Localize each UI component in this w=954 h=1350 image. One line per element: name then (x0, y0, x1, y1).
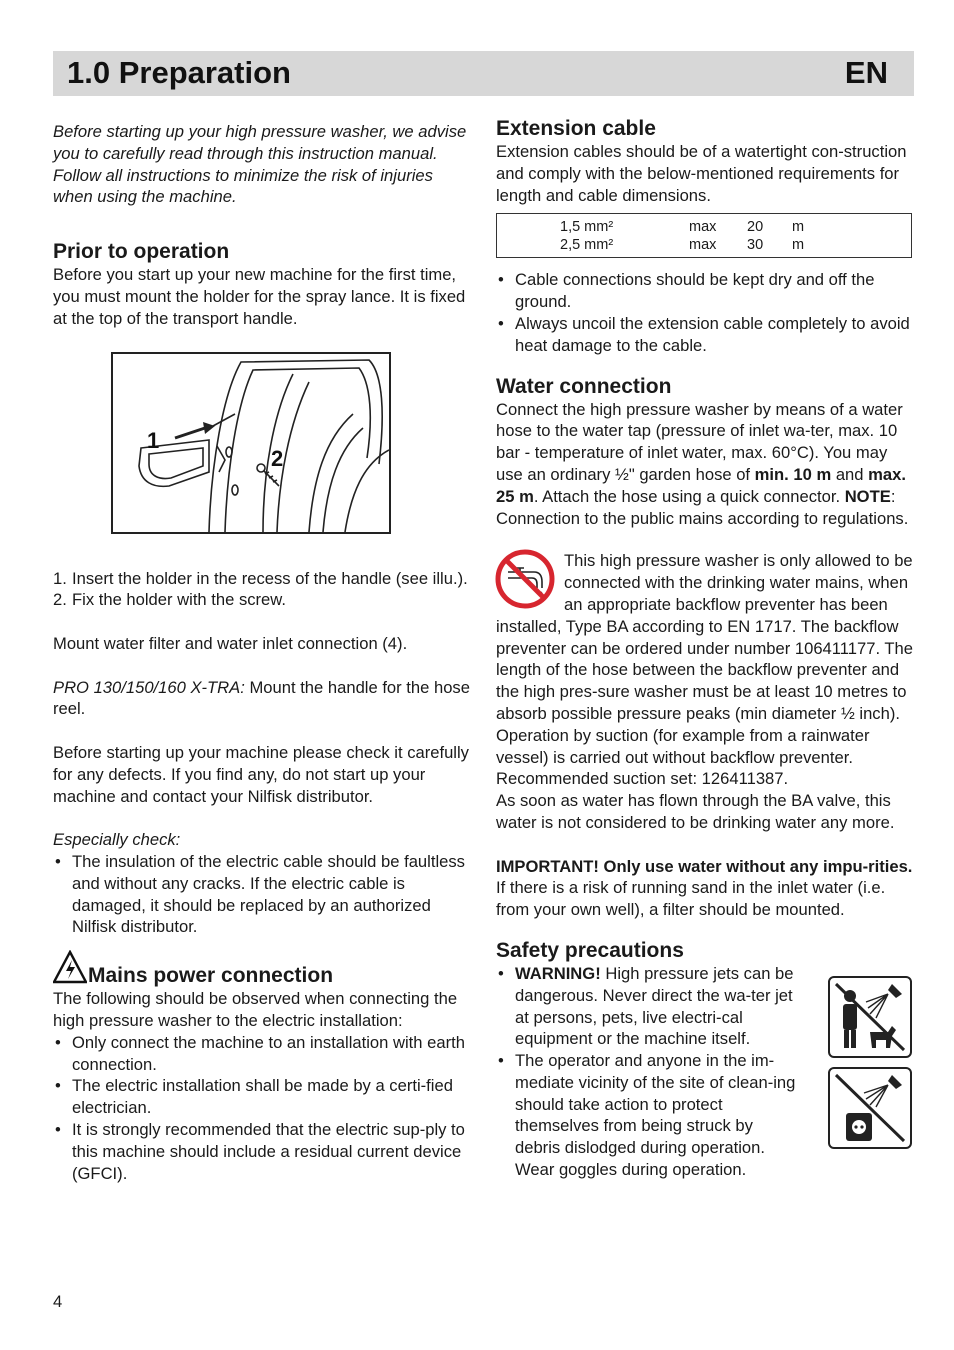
safety-section (496, 939, 914, 1181)
language-code: EN (844, 55, 888, 90)
drinking-water-text: This high pressure washer is only allowed to be connected with the drinking water mains, when an appropriate backflow preventer has been installed, Type BA according to EN 1717. The backflow preventer can be ordered under number 106411177. The length of the hose between the backflow preventer and the high pres-sure washer must be at least 10 metres to absorb possible pressure peaks (min diameter ½ inch). Operation by suction (for example from a rainwater vessel) is carried out without backflow preventer. Recommended suction set: 126411387. (496, 551, 913, 789)
check-list (53, 851, 473, 938)
cable-length: 20 (747, 219, 764, 236)
extension-heading: Extension cable (496, 117, 656, 140)
mains-heading (53, 964, 473, 988)
safety-heading: Safety precautions (496, 938, 684, 962)
handle-drawing-icon (113, 354, 389, 532)
cable-size: 2,5 mm² (560, 237, 614, 254)
mount-filter-text: Mount water filter and water inlet connection (4). (53, 633, 408, 653)
water-note-label: NOTE (844, 486, 891, 506)
table-row (497, 236, 911, 254)
water-text-part: and (831, 464, 869, 484)
water-min-length: min. 10 m (754, 464, 832, 484)
warning-label: WARNING! (515, 963, 601, 983)
safety-pictograms (828, 976, 914, 1158)
cable-max: max (689, 237, 717, 254)
extension-text: Extension cables should be of a watertight con-struction and comply with the below-mentioned requirements for length and cable dimensions. (496, 142, 907, 205)
important-paragraph (496, 856, 914, 921)
pro-model-text: Mount the handle for the hose reel. (53, 677, 470, 719)
extension-list (496, 269, 914, 356)
no-spray-people-pets-icon (828, 976, 912, 1058)
list-item: • The insulation of the electric cable should be faultless and without any cracks. If the electric cable is damaged, it should be replaced by an authorized Nilfisk distributor. (53, 851, 473, 938)
holder-mounting-illustration (111, 352, 391, 534)
mains-list (53, 1032, 473, 1185)
cable-max: max (689, 219, 717, 236)
cable-unit: m (792, 219, 805, 236)
pro-model-paragraph (53, 677, 473, 721)
electric-warning-icon (53, 950, 87, 984)
cable-length: 30 (747, 237, 764, 254)
prior-text: Before you start up your new machine for the first time, you must mount the holder for the spray lance. It is fixed at the top of the transport handle. (53, 265, 466, 328)
list-item: • Only connect the machine to an installation with earth connection. (53, 1032, 473, 1076)
warning-text: High pressure jets can be dangerous. Never direct the wa-ter jet at persons, pets, live electri-cal equipment or the machine itself. (515, 963, 794, 1049)
right-column (496, 117, 914, 1181)
water-text (496, 399, 914, 530)
list-item (53, 568, 473, 590)
figure-label-2: 2 (271, 445, 284, 471)
pro-model-label: PRO 130/150/160 X-TRA: (53, 677, 245, 697)
step-number: 1. (53, 568, 67, 588)
list-item (53, 589, 473, 611)
list-item: • The operator and anyone in the im-mediate vicinity of the site of clean-ing should take action to protect themselves from being struck by debris dislodged during operation. Wear goggles during operation. (496, 1050, 796, 1181)
cable-size: 1,5 mm² (560, 219, 614, 236)
step-number: 2. (53, 590, 67, 610)
water-heading: Water connection (496, 374, 672, 398)
list-item: • It is strongly recommended that the electric sup-ply to this machine should include a residual current device (GFCI). (53, 1119, 473, 1184)
important-text: If there is a risk of running sand in the inlet water (i.e. from your own well), a filter should be mounted. (496, 878, 886, 920)
list-item (496, 963, 796, 1050)
drinking-water-block (496, 550, 914, 790)
check-text: Before starting up your machine please check it carefully for any defects. If you find any, do not start up your machine and contact your Nilfisk distributor. (53, 742, 469, 806)
water-text-part: Connect the high pressure washer by means of a water hose to the water tap (pressure of inlet wa-ter, max. 10 bar - temperature of inlet water, max. 60°C). You may use an ordinary ½" garden hose of (496, 399, 903, 484)
water-text-part: : Connection to the public mains according to regulations. (496, 486, 909, 528)
safety-list (496, 963, 796, 1181)
section-title: 1.0 Preparation (67, 55, 291, 90)
cable-table (496, 213, 912, 258)
left-column (53, 121, 473, 1184)
step-text: Insert the holder in the recess of the handle (see illu.). (72, 568, 468, 588)
list-item: • Cable connections should be kept dry and off the ground. (496, 269, 914, 313)
prior-heading: Prior to operation (53, 240, 230, 264)
water-text-part: . Attach the hose using a quick connector. (533, 486, 845, 506)
mains-text: The following should be observed when connecting the high pressure washer to the electric installation: (53, 989, 458, 1030)
step-text: Fix the holder with the screw. (72, 590, 286, 610)
intro-text: Before starting up your high pressure washer, we advise you to carefully read through this instruction manual. Follow all instructions to minimize the risk of injuries when using the machine. (53, 122, 467, 207)
cable-unit: m (792, 237, 805, 254)
especially-check-label: Especially check: (53, 830, 181, 850)
mains-heading-text: Mains power connection (88, 964, 334, 988)
table-row (497, 218, 911, 236)
list-item: • The electric installation shall be made by a certi-fied electrician. (53, 1075, 473, 1119)
water-max-length: max. 25 m (496, 464, 906, 506)
ba-valve-text: As soon as water has flown through the BA valve, this water is not considered to be drinking water any more. (496, 791, 895, 832)
important-label: IMPORTANT! Only use water without any impu-rities. (496, 856, 913, 876)
page-number: 4 (53, 1292, 63, 1311)
list-item: • Always uncoil the extension cable completely to avoid heat damage to the cable. (496, 313, 914, 357)
no-spray-electrical-icon (828, 1067, 912, 1149)
mounting-steps (53, 568, 473, 612)
no-drinking-water-icon (494, 548, 556, 610)
figure-label-1: 1 (147, 427, 160, 453)
section-header (53, 51, 914, 96)
